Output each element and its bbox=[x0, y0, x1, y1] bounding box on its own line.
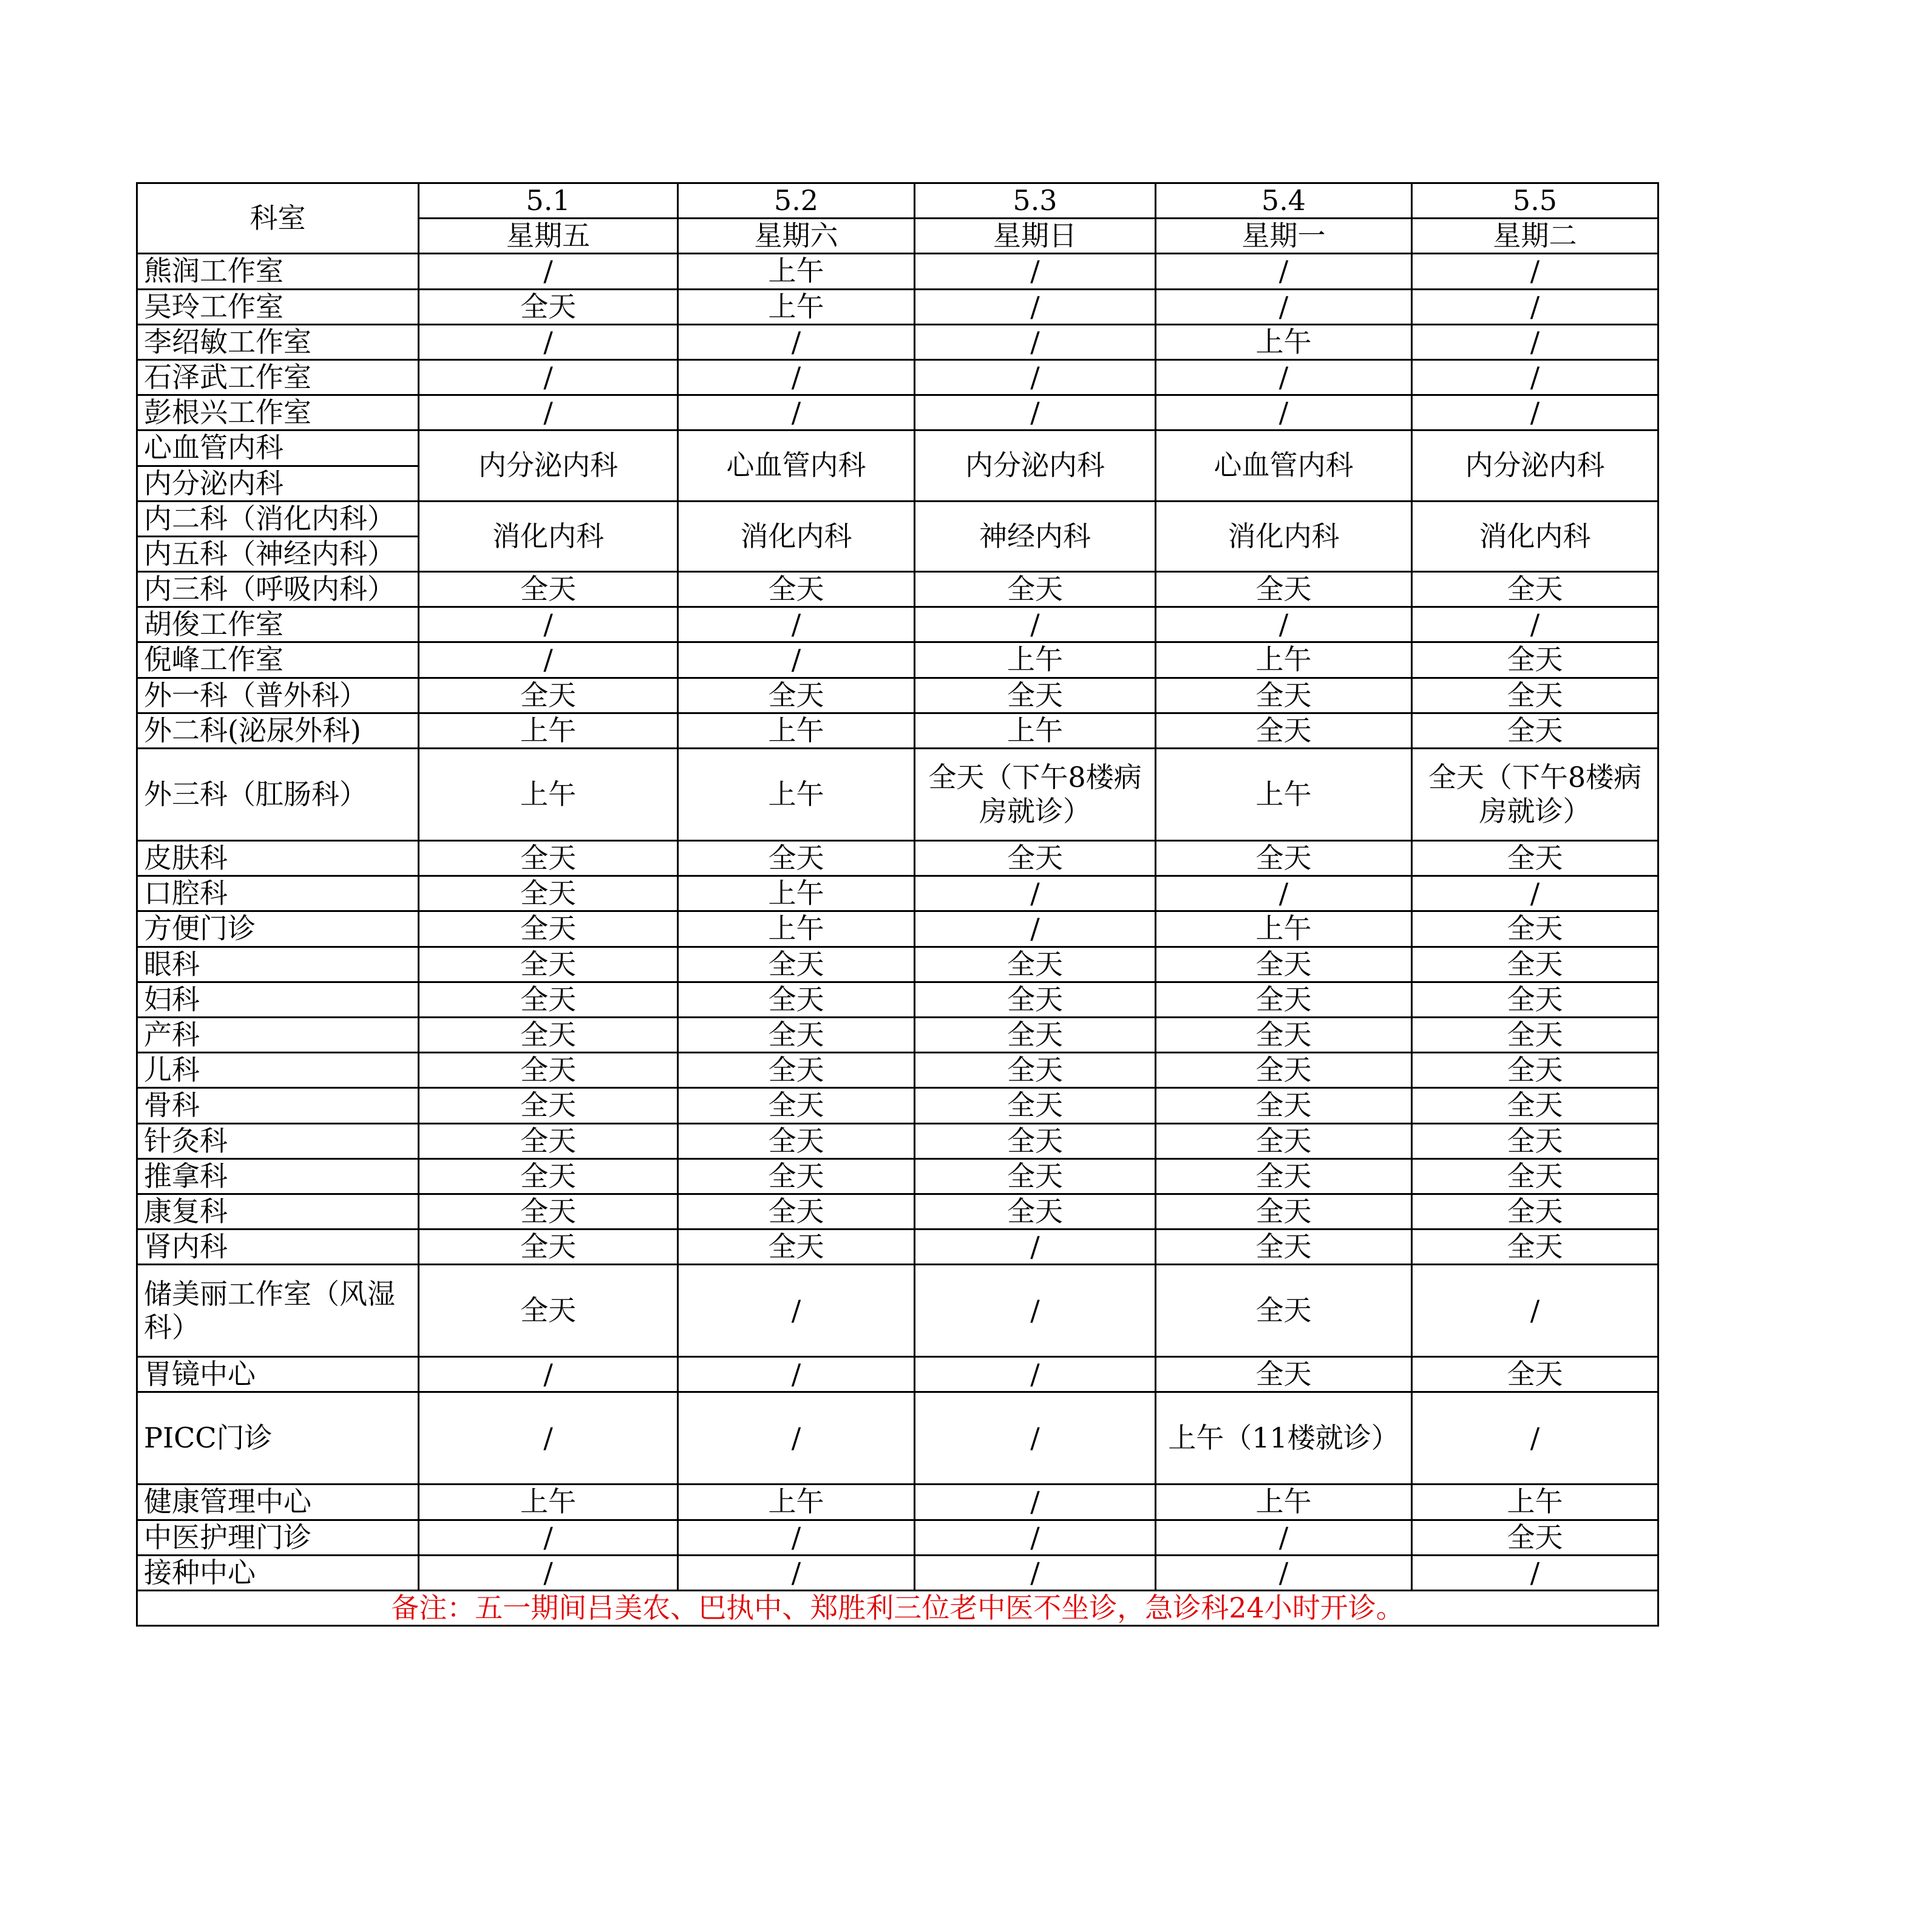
schedule-cell: 上午 bbox=[1156, 911, 1412, 947]
department-name: 康复科 bbox=[137, 1194, 419, 1229]
schedule-cell: / bbox=[1412, 876, 1658, 911]
schedule-cell: 上午 bbox=[1156, 642, 1412, 678]
schedule-cell: 全天 bbox=[1412, 841, 1658, 876]
schedule-cell: / bbox=[915, 1485, 1156, 1520]
schedule-cell: 全天 bbox=[678, 841, 915, 876]
header-date: 5.3 bbox=[915, 183, 1156, 219]
schedule-cell: / bbox=[678, 607, 915, 642]
schedule-cell: 上午 bbox=[1156, 324, 1412, 359]
schedule-cell: 全天 bbox=[419, 947, 678, 982]
schedule-cell: 上午 bbox=[678, 713, 915, 748]
merged-schedule-cell: 内分泌内科 bbox=[419, 430, 678, 501]
table-row bbox=[137, 841, 1658, 876]
schedule-cell: / bbox=[1156, 607, 1412, 642]
schedule-cell: / bbox=[915, 1392, 1156, 1485]
table-row bbox=[137, 254, 1658, 289]
schedule-cell: 全天 bbox=[1412, 911, 1658, 947]
schedule-cell: / bbox=[1412, 607, 1658, 642]
schedule-cell: 全天 bbox=[1412, 1123, 1658, 1158]
schedule-cell: 全天 bbox=[915, 1123, 1156, 1158]
table-row bbox=[137, 1123, 1658, 1158]
merged-schedule-cell: 神经内科 bbox=[915, 501, 1156, 571]
department-name: 内二科（消化内科） bbox=[137, 501, 419, 536]
schedule-cell: 全天 bbox=[1412, 1158, 1658, 1194]
schedule-cell: / bbox=[915, 1357, 1156, 1392]
department-name: 接种中心 bbox=[137, 1555, 419, 1590]
department-name: 方便门诊 bbox=[137, 911, 419, 947]
header-department: 科室 bbox=[137, 183, 419, 254]
table-row bbox=[137, 395, 1658, 430]
schedule-cell: 全天 bbox=[1156, 1017, 1412, 1052]
header-weekday: 星期二 bbox=[1412, 219, 1658, 254]
schedule-cell: 全天 bbox=[419, 572, 678, 607]
schedule-cell: 全天 bbox=[915, 1194, 1156, 1229]
schedule-cell: 全天 bbox=[1412, 572, 1658, 607]
schedule-cell: 全天 bbox=[419, 841, 678, 876]
merged-schedule-cell: 内分泌内科 bbox=[1412, 430, 1658, 501]
schedule-cell: 上午 bbox=[1156, 749, 1412, 841]
schedule-cell: 上午 bbox=[915, 642, 1156, 678]
department-name: 彭根兴工作室 bbox=[137, 395, 419, 430]
department-name: 推拿科 bbox=[137, 1158, 419, 1194]
schedule-cell: / bbox=[1412, 1555, 1658, 1590]
schedule-cell: 全天 bbox=[1412, 947, 1658, 982]
table-row bbox=[137, 1017, 1658, 1052]
schedule-cell: 全天 bbox=[678, 1053, 915, 1088]
table-row bbox=[137, 1555, 1658, 1590]
schedule-cell: 全天 bbox=[678, 1230, 915, 1265]
department-name: 李绍敏工作室 bbox=[137, 324, 419, 359]
schedule-cell: / bbox=[1156, 254, 1412, 289]
schedule-cell: / bbox=[678, 1555, 915, 1590]
schedule-cell: 全天 bbox=[1156, 678, 1412, 713]
schedule-cell: 全天 bbox=[1156, 1123, 1412, 1158]
schedule-cell: 全天 bbox=[419, 1088, 678, 1123]
schedule-cell: / bbox=[1156, 876, 1412, 911]
schedule-cell: 全天 bbox=[915, 678, 1156, 713]
schedule-cell: 全天 bbox=[1412, 1194, 1658, 1229]
department-name: 胡俊工作室 bbox=[137, 607, 419, 642]
schedule-cell: / bbox=[419, 395, 678, 430]
schedule-cell: / bbox=[1156, 1555, 1412, 1590]
schedule-cell: 全天 bbox=[678, 1158, 915, 1194]
schedule-cell: / bbox=[1156, 289, 1412, 324]
department-name: 中医护理门诊 bbox=[137, 1520, 419, 1555]
table-row bbox=[137, 911, 1658, 947]
department-name: PICC门诊 bbox=[137, 1392, 419, 1485]
schedule-cell: / bbox=[678, 359, 915, 395]
schedule-cell: 上午 bbox=[678, 749, 915, 841]
schedule-cell: 上午 bbox=[678, 289, 915, 324]
schedule-cell: 全天 bbox=[1412, 678, 1658, 713]
schedule-cell: 上午（11楼就诊） bbox=[1156, 1392, 1412, 1485]
table-row bbox=[137, 1520, 1658, 1555]
schedule-cell: 全天 bbox=[1156, 572, 1412, 607]
schedule-cell: 全天 bbox=[915, 947, 1156, 982]
schedule-cell: 全天 bbox=[1412, 1230, 1658, 1265]
schedule-cell: 全天 bbox=[915, 1158, 1156, 1194]
table-row bbox=[137, 678, 1658, 713]
schedule-cell: 全天 bbox=[678, 1123, 915, 1158]
table-row bbox=[137, 359, 1658, 395]
department-name: 内三科（呼吸内科） bbox=[137, 572, 419, 607]
schedule-cell: / bbox=[419, 1357, 678, 1392]
schedule-cell: / bbox=[915, 876, 1156, 911]
table-row bbox=[137, 642, 1658, 678]
schedule-cell: 全天 bbox=[915, 1017, 1156, 1052]
table-row bbox=[137, 947, 1658, 982]
schedule-cell: 全天 bbox=[419, 1123, 678, 1158]
schedule-cell: / bbox=[1412, 1392, 1658, 1485]
schedule-cell: / bbox=[678, 324, 915, 359]
schedule-cell: / bbox=[678, 642, 915, 678]
schedule-cell: / bbox=[419, 324, 678, 359]
header-weekday: 星期一 bbox=[1156, 219, 1412, 254]
schedule-cell: 全天 bbox=[419, 678, 678, 713]
department-name: 肾内科 bbox=[137, 1230, 419, 1265]
schedule-cell: 全天 bbox=[678, 572, 915, 607]
table-row bbox=[137, 1194, 1658, 1229]
schedule-cell: 全天 bbox=[419, 1265, 678, 1357]
schedule-cell: 上午 bbox=[678, 876, 915, 911]
schedule-cell: / bbox=[1412, 1265, 1658, 1357]
clinic-schedule-table bbox=[136, 182, 1659, 1627]
department-name: 妇科 bbox=[137, 982, 419, 1017]
department-name: 储美丽工作室（风湿科） bbox=[137, 1265, 419, 1357]
schedule-cell: 上午 bbox=[678, 911, 915, 947]
header-weekday: 星期六 bbox=[678, 219, 915, 254]
table-row bbox=[137, 572, 1658, 607]
schedule-cell: 上午 bbox=[419, 713, 678, 748]
schedule-cell: / bbox=[678, 395, 915, 430]
table-row bbox=[137, 1392, 1658, 1485]
department-name: 皮肤科 bbox=[137, 841, 419, 876]
department-name: 外一科（普外科） bbox=[137, 678, 419, 713]
schedule-cell: 全天 bbox=[419, 876, 678, 911]
header-date: 5.5 bbox=[1412, 183, 1658, 219]
schedule-cell: 全天 bbox=[1412, 1357, 1658, 1392]
schedule-cell: 全天（下午8楼病房就诊） bbox=[915, 749, 1156, 841]
schedule-cell: 全天 bbox=[419, 982, 678, 1017]
table-row bbox=[137, 749, 1658, 841]
note-text: 备注：五一期间吕美农、巴执中、郑胜利三位老中医不坐诊，急诊科24小时开诊。 bbox=[137, 1591, 1658, 1626]
schedule-cell: / bbox=[1412, 359, 1658, 395]
schedule-cell: / bbox=[419, 607, 678, 642]
schedule-cell: / bbox=[915, 1265, 1156, 1357]
schedule-cell: / bbox=[915, 289, 1156, 324]
schedule-cell: 全天（下午8楼病房就诊） bbox=[1412, 749, 1658, 841]
department-name: 外三科（肛肠科） bbox=[137, 749, 419, 841]
schedule-cell: 全天 bbox=[1412, 642, 1658, 678]
schedule-cell: 全天 bbox=[419, 1230, 678, 1265]
schedule-cell: 全天 bbox=[1156, 982, 1412, 1017]
schedule-cell: / bbox=[1156, 395, 1412, 430]
schedule-cell: 上午 bbox=[1412, 1485, 1658, 1520]
schedule-cell: 上午 bbox=[1156, 1485, 1412, 1520]
schedule-cell: 全天 bbox=[1156, 1265, 1412, 1357]
department-name: 针灸科 bbox=[137, 1123, 419, 1158]
schedule-cell: 上午 bbox=[419, 1485, 678, 1520]
schedule-cell: 全天 bbox=[678, 1194, 915, 1229]
department-name: 健康管理中心 bbox=[137, 1485, 419, 1520]
merged-schedule-cell: 内分泌内科 bbox=[915, 430, 1156, 501]
department-name: 石泽武工作室 bbox=[137, 359, 419, 395]
schedule-cell: 全天 bbox=[1412, 1520, 1658, 1555]
table-row bbox=[137, 430, 1658, 466]
schedule-cell: 全天 bbox=[1412, 1053, 1658, 1088]
merged-schedule-cell: 心血管内科 bbox=[678, 430, 915, 501]
department-name: 胃镜中心 bbox=[137, 1357, 419, 1392]
table-row bbox=[137, 876, 1658, 911]
schedule-cell: / bbox=[678, 1357, 915, 1392]
schedule-cell: 全天 bbox=[915, 1053, 1156, 1088]
schedule-cell: 全天 bbox=[419, 1053, 678, 1088]
department-name: 吴玲工作室 bbox=[137, 289, 419, 324]
table-row bbox=[137, 982, 1658, 1017]
schedule-cell: 全天 bbox=[1412, 713, 1658, 748]
schedule-cell: 全天 bbox=[1412, 1017, 1658, 1052]
header-weekday: 星期日 bbox=[915, 219, 1156, 254]
schedule-cell: / bbox=[915, 1230, 1156, 1265]
schedule-cell: / bbox=[678, 1520, 915, 1555]
schedule-cell: / bbox=[419, 1392, 678, 1485]
table-row bbox=[137, 1265, 1658, 1357]
merged-schedule-cell: 心血管内科 bbox=[1156, 430, 1412, 501]
schedule-cell: / bbox=[419, 1555, 678, 1590]
table-row bbox=[137, 1357, 1658, 1392]
schedule-cell: / bbox=[1412, 324, 1658, 359]
schedule-cell: 全天 bbox=[1412, 982, 1658, 1017]
schedule-cell: 全天 bbox=[1156, 713, 1412, 748]
department-name: 内分泌内科 bbox=[137, 466, 419, 501]
schedule-cell: / bbox=[915, 324, 1156, 359]
department-name: 外二科(泌尿外科) bbox=[137, 713, 419, 748]
department-name: 儿科 bbox=[137, 1053, 419, 1088]
schedule-cell: / bbox=[915, 911, 1156, 947]
schedule-cell: / bbox=[1412, 395, 1658, 430]
department-name: 骨科 bbox=[137, 1088, 419, 1123]
schedule-cell: 全天 bbox=[419, 1158, 678, 1194]
schedule-cell: 全天 bbox=[915, 841, 1156, 876]
schedule-cell: / bbox=[915, 359, 1156, 395]
merged-schedule-cell: 消化内科 bbox=[1412, 501, 1658, 571]
department-name: 产科 bbox=[137, 1017, 419, 1052]
table-row bbox=[137, 1088, 1658, 1123]
schedule-cell: 全天 bbox=[419, 1017, 678, 1052]
schedule-cell: 全天 bbox=[419, 911, 678, 947]
merged-schedule-cell: 消化内科 bbox=[1156, 501, 1412, 571]
department-name: 口腔科 bbox=[137, 876, 419, 911]
table-row bbox=[137, 1230, 1658, 1265]
merged-schedule-cell: 消化内科 bbox=[419, 501, 678, 571]
schedule-cell: 全天 bbox=[1156, 947, 1412, 982]
table-row bbox=[137, 1591, 1658, 1626]
header-date: 5.4 bbox=[1156, 183, 1412, 219]
header-weekday: 星期五 bbox=[419, 219, 678, 254]
schedule-cell: 全天 bbox=[1156, 1357, 1412, 1392]
schedule-cell: 全天 bbox=[1156, 1088, 1412, 1123]
schedule-cell: 全天 bbox=[419, 1194, 678, 1229]
department-name: 熊润工作室 bbox=[137, 254, 419, 289]
schedule-cell: 全天 bbox=[419, 289, 678, 324]
schedule-cell: 全天 bbox=[678, 1088, 915, 1123]
schedule-cell: 全天 bbox=[915, 982, 1156, 1017]
department-name: 心血管内科 bbox=[137, 430, 419, 466]
schedule-cell: 上午 bbox=[678, 254, 915, 289]
schedule-cell: / bbox=[419, 254, 678, 289]
schedule-cell: / bbox=[915, 395, 1156, 430]
table-row bbox=[137, 1053, 1658, 1088]
schedule-cell: 全天 bbox=[915, 1088, 1156, 1123]
schedule-cell: / bbox=[419, 642, 678, 678]
header-date: 5.1 bbox=[419, 183, 678, 219]
department-name: 眼科 bbox=[137, 947, 419, 982]
table-row bbox=[137, 713, 1658, 748]
schedule-cell: / bbox=[1156, 359, 1412, 395]
table-row bbox=[137, 324, 1658, 359]
schedule-cell: 上午 bbox=[915, 713, 1156, 748]
schedule-cell: / bbox=[1412, 254, 1658, 289]
schedule-cell: / bbox=[1156, 1520, 1412, 1555]
table-row bbox=[137, 501, 1658, 536]
schedule-cell: / bbox=[1412, 289, 1658, 324]
schedule-cell: 全天 bbox=[1156, 1053, 1412, 1088]
table-row bbox=[137, 1158, 1658, 1194]
department-name: 倪峰工作室 bbox=[137, 642, 419, 678]
department-name: 内五科（神经内科） bbox=[137, 536, 419, 571]
schedule-cell: / bbox=[419, 1520, 678, 1555]
schedule-cell: / bbox=[678, 1392, 915, 1485]
schedule-cell: 全天 bbox=[1156, 1158, 1412, 1194]
schedule-cell: 全天 bbox=[678, 982, 915, 1017]
table-row bbox=[137, 289, 1658, 324]
schedule-cell: / bbox=[678, 1265, 915, 1357]
schedule-cell: / bbox=[419, 359, 678, 395]
schedule-cell: / bbox=[915, 254, 1156, 289]
schedule-cell: 全天 bbox=[1156, 841, 1412, 876]
schedule-cell: / bbox=[915, 1520, 1156, 1555]
schedule-cell: 全天 bbox=[1412, 1088, 1658, 1123]
header-date: 5.2 bbox=[678, 183, 915, 219]
schedule-cell: 全天 bbox=[1156, 1194, 1412, 1229]
schedule-cell: / bbox=[915, 607, 1156, 642]
schedule-cell: 全天 bbox=[915, 572, 1156, 607]
schedule-cell: 全天 bbox=[678, 678, 915, 713]
schedule-cell: 上午 bbox=[419, 749, 678, 841]
table-row bbox=[137, 1485, 1658, 1520]
schedule-cell: 全天 bbox=[1156, 1230, 1412, 1265]
schedule-cell: 全天 bbox=[678, 1017, 915, 1052]
merged-schedule-cell: 消化内科 bbox=[678, 501, 915, 571]
schedule-cell: / bbox=[915, 1555, 1156, 1590]
schedule-cell: 上午 bbox=[678, 1485, 915, 1520]
schedule-cell: 全天 bbox=[678, 947, 915, 982]
table-row bbox=[137, 607, 1658, 642]
